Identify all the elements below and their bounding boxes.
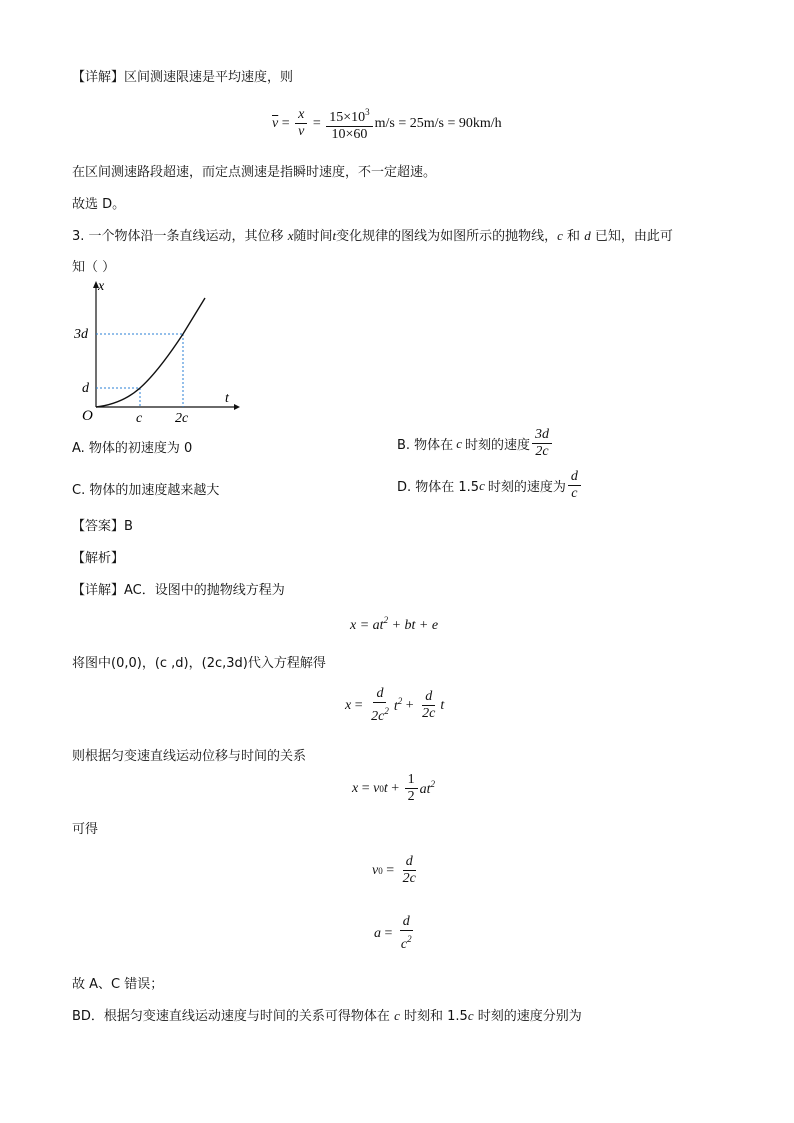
option-d-numerator: d <box>568 469 581 486</box>
option-d <box>397 469 583 502</box>
parabola-curve <box>96 298 205 407</box>
overspeed-line: 在区间测速路段超速，而定点测速是指瞬时速度，不一定超速。 <box>72 165 437 180</box>
eq1-numerator: 15×10 <box>329 110 366 125</box>
answer-line: 【答案】B <box>72 519 133 534</box>
bd-text-3: 时刻的速度分别为 <box>477 1009 582 1024</box>
tick-d-label: d <box>82 381 89 396</box>
option-d-suffix: 时刻的速度为 <box>487 480 566 495</box>
option-d-prefix: D. 物体在 1.5 <box>397 480 480 495</box>
q3-var-x: x <box>287 228 294 243</box>
y-axis-label: x <box>98 279 105 294</box>
option-b-var-c: c <box>456 435 462 451</box>
q3-var-d: d <box>584 228 591 243</box>
q3-text-1: 3. 一个物体沿一条直线运动，其位移 <box>72 229 284 244</box>
option-d-var-c: c <box>479 477 485 493</box>
option-b-denominator: 2c <box>535 444 549 459</box>
substitute-line: 将图中(0,0)，(c ,d)，(2c,3d)代入方程解得 <box>72 656 326 671</box>
q3-var-t: t <box>332 228 337 243</box>
equation-a: a = $\frac{d}{c^2}$ <box>374 914 412 952</box>
q3-text-2: 随时间 <box>293 229 333 244</box>
bd-var-c2: c <box>467 1008 474 1023</box>
q3-var-c: c <box>557 228 563 243</box>
tick-c-label: c <box>136 411 143 426</box>
bd-line <box>72 1005 582 1024</box>
relation-line: 则根据匀变速直线运动位移与时间的关系 <box>72 749 307 764</box>
eq1-denominator: 10×60 <box>331 127 368 142</box>
eq1-units: m/s = 25m/s = 90km/h <box>374 115 502 131</box>
q3-text-3: 变化规律的图线为如图所示的抛物线， <box>336 229 558 244</box>
keyide-line: 可得 <box>72 822 99 837</box>
detail-ac-line: 【详解】AC．设图中的抛物线方程为 <box>72 583 285 598</box>
equation-average-velocity: $\overline{v}$ = $\frac{x}{v}$ = $\frac{15\times 10^3}{10\times 60}$ m/s = 25m/s = 90km/h <box>272 104 502 143</box>
origin-label: O <box>82 408 93 424</box>
displacement-time-graph <box>72 276 242 426</box>
question-3-line-2: 知（ ） <box>72 260 116 275</box>
option-c: C. 物体的加速度越来越大 <box>72 483 220 498</box>
option-d-denominator: c <box>571 486 578 501</box>
option-a: A. 物体的初速度为 0 <box>72 441 193 456</box>
option-b-numerator: 3d <box>532 427 552 444</box>
ac-wrong-line: 故 A、C 错误； <box>72 977 164 992</box>
choose-d-line: 故选 D。 <box>72 197 126 212</box>
option-b-prefix: B. 物体在 <box>397 438 454 453</box>
question-3-line-1 <box>72 225 673 244</box>
bd-text-1: BD．根据匀变速直线运动速度与时间的关系可得物体在 <box>72 1009 390 1024</box>
detail-line-1: 【详解】区间测速限速是平均速度，则 <box>72 70 294 85</box>
bd-var-c: c <box>394 1008 400 1023</box>
q3-text-and: 和 <box>567 229 581 244</box>
t-axis-arrow <box>234 404 240 410</box>
equation-parabola: $x = at^2$ + bt + e <box>350 615 439 633</box>
option-b-suffix: 时刻的速度 <box>464 438 530 453</box>
tick-3d-label: 3d <box>74 327 88 342</box>
q3-text-4: 已知，由此可 <box>594 229 673 244</box>
bd-text-2: 时刻和 1.5 <box>404 1009 468 1024</box>
equation-v0: v 0 = $\frac{d}{2c}$ <box>372 854 416 886</box>
equation-kinematic: x = v 0 t + $\frac{1}{2}$ $at^2$ <box>352 772 436 804</box>
x-axis-label: t <box>225 391 229 406</box>
eq1-exponent: 3 <box>365 107 370 117</box>
analysis-heading: 【解析】 <box>72 551 125 566</box>
option-b <box>397 427 554 460</box>
equation-solved: x = $\frac{d}{2c^2}$ $t^2$ + $\frac{d}{2c}$ t <box>345 686 445 724</box>
tick-2c-label: 2c <box>175 411 189 426</box>
